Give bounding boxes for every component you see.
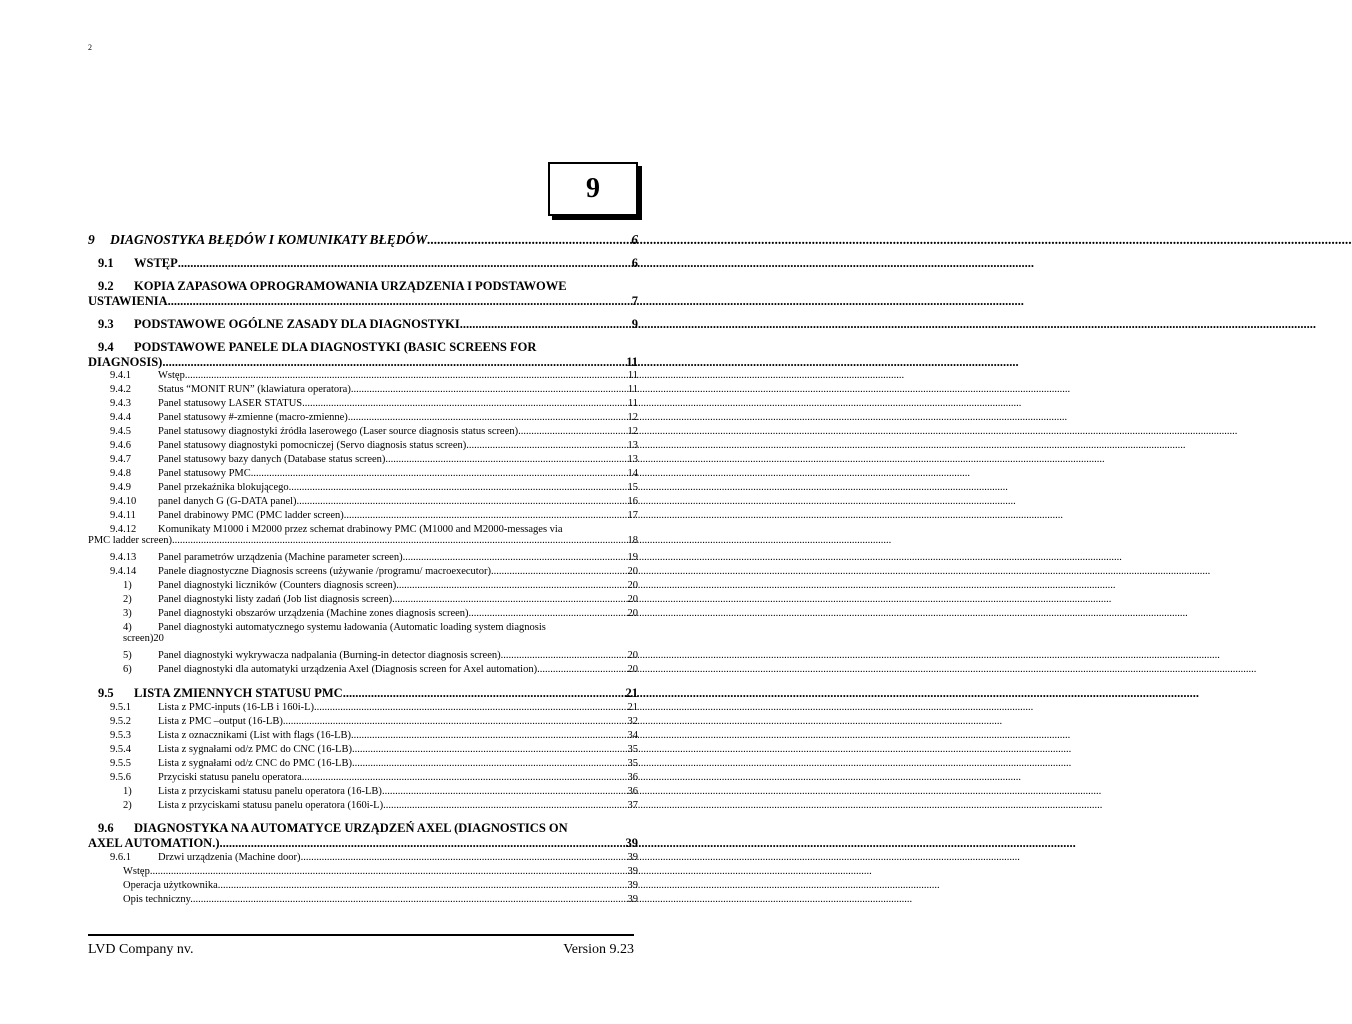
toc-item[interactable]: 9.4.13 Panel parametrów urządzenia (Machine parameter screen) ..... 19 <box>88 552 638 563</box>
toc-item[interactable]: 9.4.3 Panel statusowy LASER STATUS ..... 11 <box>88 398 638 409</box>
toc-section-9-3[interactable]: 9.3 PODSTAWOWE OGÓLNE ZASADY DLA DIAGNOSTYKI ..... 9 <box>88 317 638 332</box>
toc-item[interactable]: 1) Lista z przyciskami statusu panelu operatora (16-LB) ..... 36 <box>88 786 638 797</box>
toc-item[interactable]: 9.4.11 Panel drabinowy PMC (PMC ladder screen) ..... 17 <box>88 510 638 521</box>
toc-item[interactable]: 9.4.7 Panel statusowy bazy danych (Database status screen) ..... 13 <box>88 454 638 465</box>
toc-item[interactable]: 9.5.4 Lista z sygnałami od/z PMC do CNC (16-LB) ..... 35 <box>88 744 638 755</box>
toc-item[interactable]: 9.4.14 Panele diagnostyczne Diagnosis screens (używanie /programu/ macroexecutor) ..... 20 <box>88 566 638 577</box>
toc-item[interactable]: 9.4.6 Panel statusowy diagnostyki pomocniczej (Servo diagnosis status screen) ..... 13 <box>88 440 638 451</box>
toc-item[interactable]: Wstęp. ..... 39 <box>88 866 638 877</box>
toc-item[interactable]: 9.5.3 Lista z oznacznikami (List with flags (16-LB) ..... 34 <box>88 730 638 741</box>
toc-section-9-4[interactable]: 9.4 PODSTAWOWE PANELE DLA DIAGNOSTYKI (BASIC SCREENS FOR DIAGNOSIS) ..... 11 <box>88 340 638 370</box>
toc-item[interactable]: 9.4.9 Panel przekaźnika blokującego ..... 15 <box>88 482 638 493</box>
toc-chapter-9[interactable]: 9 DIAGNOSTYKA BŁĘDÓW I KOMUNIKATY BŁĘDÓW ..... 6 <box>88 232 638 248</box>
toc-section-9-2[interactable]: 9.2 KOPIA ZAPASOWA OPROGRAMOWANIA URZĄDZENIA I PODSTAWOWE USTAWIENIA ..... 7 <box>88 279 638 309</box>
toc-item-9-4-12[interactable]: 9.4.12 Komunikaty M1000 i M2000 przez schemat drabinowy PMC (M1000 and M2000-messages via PMC ladder screen) ..... 18 <box>88 524 638 546</box>
toc-item[interactable]: Operacja użytkownika. ..... 39 <box>88 880 638 891</box>
toc-item[interactable]: 5) Panel diagnostyki wykrywacza nadpalania (Burning-in detector diagnosis screen) ..... 20 <box>88 650 638 661</box>
page-number: 2 <box>88 43 92 52</box>
toc-section-9-5[interactable]: 9.5 LISTA ZMIENNYCH STATUSU PMC ..... 21 <box>88 686 638 701</box>
toc-section-9-6[interactable]: 9.6 DIAGNOSTYKA NA AUTOMATYCE URZĄDZEŃ AXEL (DIAGNOSTICS ON AXEL AUTOMATION.) ..... 39 <box>88 821 638 851</box>
toc-item-4[interactable]: 4) Panel diagnostyki automatycznego systemu ładowania (Automatic loading system diagnosis screen)20 <box>123 622 546 644</box>
toc-item[interactable]: Opis techniczny. ..... 39 <box>88 894 638 905</box>
toc-section-9-1[interactable]: 9.1 WSTĘP ..... 6 <box>88 256 638 271</box>
toc-item[interactable]: 2) Lista z przyciskami statusu panelu operatora (160i-L) ..... 37 <box>88 800 638 811</box>
toc-item[interactable]: 9.4.10 panel danych G (G-DATA panel) ..... 16 <box>88 496 638 507</box>
toc-item[interactable]: 9.5.2 Lista z PMC –output (16-LB) ..... 32 <box>88 716 638 727</box>
chapter-number-box: 9 <box>548 162 638 216</box>
toc-item[interactable]: 6) Panel diagnostyki dla automatyki urządzenia Axel (Diagnosis screen for Axel automation) ..... 20 <box>88 664 638 675</box>
toc-item[interactable]: 9.4.2 Status “MONIT RUN” (klawiatura operatora) ..... 11 <box>88 384 638 395</box>
toc-item[interactable]: 1) Panel diagnostyki liczników (Counters diagnosis screen) ..... 20 <box>88 580 638 591</box>
toc-item[interactable]: 9.5.5 Lista z sygnałami od/z CNC do PMC (16-LB) ..... 35 <box>88 758 638 769</box>
toc-item[interactable]: 9.6.1 Drzwi urządzenia (Machine door) ..... 39 <box>88 852 638 863</box>
toc-item[interactable]: 9.4.4 Panel statusowy #-zmienne (macro-zmienne) ..... 12 <box>88 412 638 423</box>
toc-item[interactable]: 2) Panel diagnostyki listy zadań (Job list diagnosis screen) ..... 20 <box>88 594 638 605</box>
toc-item[interactable]: 9.4.8 Panel statusowy PMC ..... 14 <box>88 468 638 479</box>
footer-version: Version 9.23 <box>563 942 634 957</box>
page-footer <box>88 934 634 958</box>
toc-item[interactable]: 9.4.1 Wstęp ..... 11 <box>88 370 638 381</box>
toc-item[interactable]: 3) Panel diagnostyki obszarów urządzenia (Machine zones diagnosis screen) ..... 20 <box>88 608 638 619</box>
toc-item[interactable]: 9.5.1 Lista z PMC-inputs (16-LB i 160i-L) ..... 21 <box>88 702 638 713</box>
toc-item[interactable]: 9.4.5 Panel statusowy diagnostyki źródła laserowego (Laser source diagnosis status screen) ..... 12 <box>88 426 638 437</box>
footer-company: LVD Company nv. <box>88 942 194 957</box>
toc-item[interactable]: 9.5.6 Przyciski statusu panelu operatora ..... 36 <box>88 772 638 783</box>
